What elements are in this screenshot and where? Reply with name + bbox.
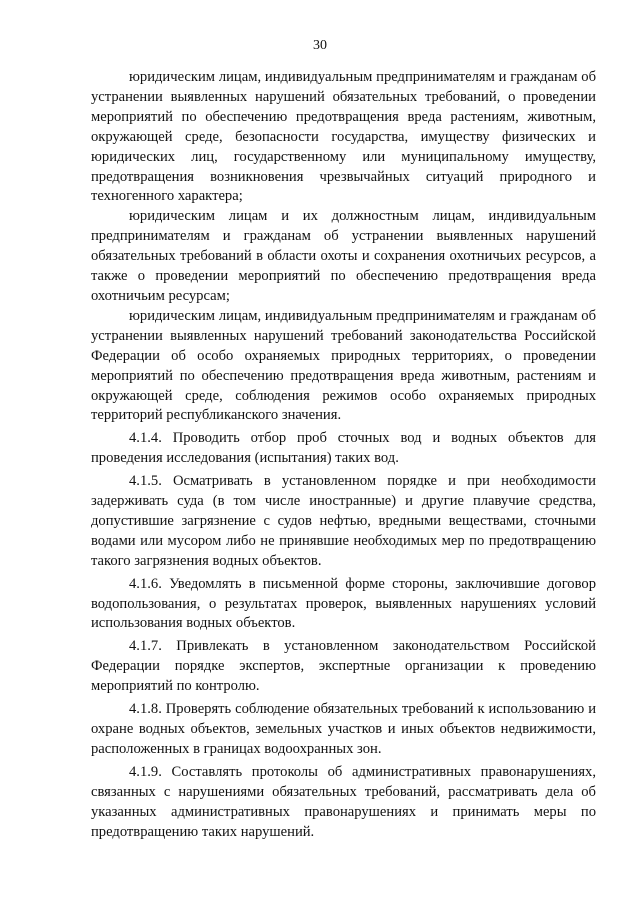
page-number: 30 — [313, 38, 327, 53]
paragraph-4-1-9: 4.1.9. Составлять протоколы об административных правонарушениях, связанных с нарушениями обязательных требований, рассматривать дела об указанных административных правонарушениях и принимать меры по предотвращению таких нарушений. — [91, 763, 596, 840]
paragraph-4-1-5: 4.1.5. Осматривать в установленном порядке и при необходимости задерживать суда (в том числе иностранные) и другие плавучие средства, допустившие загрязнение с судов нефтью, вредными веществами, сточными водами или мусором либо не принявшие необходимых мер по предотвращению такого загрязнения водных объектов. — [91, 473, 596, 569]
paragraph-4-1-7: 4.1.7. Привлекать в установленном законодательством Российской Федерации порядке экспертов, экспертные организации к проведению мероприятий по контролю. — [91, 638, 596, 695]
paragraph-legal-entities-general: юридическим лицам, индивидуальным предпринимателям и гражданам об устранении выявленных нарушений обязательных требований, о проведении мероприятий по обеспечению предотвращения вреда растениям, животным, окружающей среде, безопасности государства, имуществу физических и юридических лиц, государственному или муниципальному имуществу, предотвращения возникновения чрезвычайных ситуаций природного и техногенного характера; — [91, 69, 596, 205]
paragraph-protected-territories: юридическим лицам, индивидуальным предпринимателям и гражданам об устранении выявленных нарушений требований законодательства Российской Федерации об особо охраняемых природных территориях, о проведении мероприятий по обеспечению предотвращения вреда животным, растениям и окружающей среде, соблюдения режимов особо охраняемых природных территорий республиканского значения. — [91, 307, 596, 424]
paragraph-4-1-6: 4.1.6. Уведомлять в письменной форме стороны, заключившие договор водопользования, о результатах проверок, выявленных нарушениях условий использования водных объектов. — [91, 575, 596, 632]
document-body — [91, 68, 596, 842]
paragraph-4-1-8: 4.1.8. Проверять соблюдение обязательных требований к использованию и охране водных объектов, земельных участков и иных объектов недвижимости, расположенных в границах водоохранных зон. — [91, 701, 596, 757]
paragraph-hunting-resources: юридическим лицам и их должностным лицам, индивидуальным предпринимателям и гражданам об устранении выявленных нарушений обязательных требований в области охоты и сохранения охотничьих ресурсов, а также о проведении мероприятий по обеспечению предотвращения вреда охотничьим ресурсам; — [91, 208, 596, 304]
paragraph-4-1-4: 4.1.4. Проводить отбор проб сточных вод и водных объектов для проведения исследования (испытания) таких вод. — [91, 430, 596, 467]
